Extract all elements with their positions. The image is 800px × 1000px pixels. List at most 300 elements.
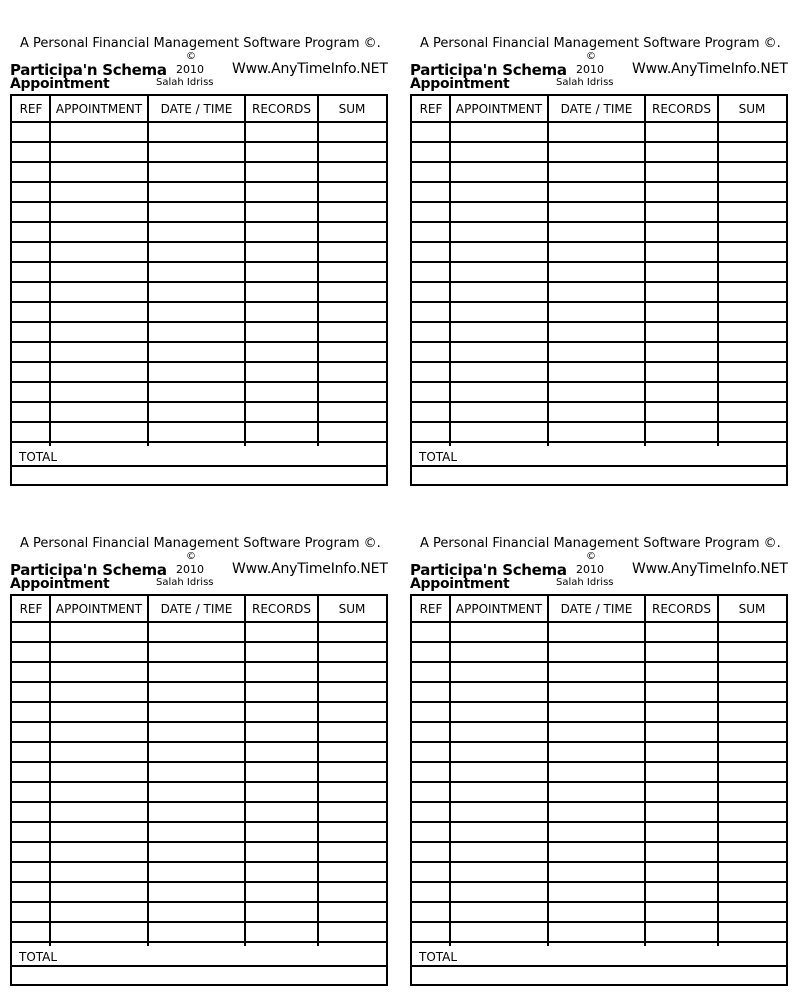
- table-cell[interactable]: [549, 223, 644, 241]
- table-cell[interactable]: [451, 863, 547, 881]
- table-cell[interactable]: [246, 923, 317, 941]
- table-cell[interactable]: [646, 263, 717, 281]
- table-cell[interactable]: [646, 863, 717, 881]
- table-cell[interactable]: [149, 383, 244, 401]
- table-cell[interactable]: [51, 783, 147, 801]
- table-cell[interactable]: [149, 403, 244, 421]
- table-cell[interactable]: [719, 163, 785, 181]
- table-cell[interactable]: [246, 643, 317, 661]
- table-cell[interactable]: [549, 123, 644, 141]
- table-cell[interactable]: [149, 763, 244, 781]
- table-cell[interactable]: [13, 283, 49, 301]
- table-cell[interactable]: [319, 863, 385, 881]
- table-cell[interactable]: [451, 223, 547, 241]
- table-cell[interactable]: [51, 703, 147, 721]
- table-cell[interactable]: [149, 863, 244, 881]
- table-cell[interactable]: [549, 623, 644, 641]
- table-cell[interactable]: [719, 923, 785, 941]
- table-cell[interactable]: [51, 283, 147, 301]
- table-cell[interactable]: [646, 223, 717, 241]
- table-cell[interactable]: [719, 183, 785, 201]
- table-cell[interactable]: [413, 723, 449, 741]
- table-cell[interactable]: [246, 863, 317, 881]
- table-cell[interactable]: [13, 863, 49, 881]
- table-cell[interactable]: [451, 383, 547, 401]
- table-cell[interactable]: [646, 823, 717, 841]
- table-cell[interactable]: [719, 743, 785, 761]
- table-cell[interactable]: [51, 123, 147, 141]
- table-cell[interactable]: [149, 683, 244, 701]
- table-cell[interactable]: [646, 663, 717, 681]
- table-cell[interactable]: [413, 643, 449, 661]
- table-cell[interactable]: [13, 323, 49, 341]
- table-cell[interactable]: [149, 203, 244, 221]
- table-cell[interactable]: [13, 763, 49, 781]
- table-cell[interactable]: [13, 623, 49, 641]
- table-cell[interactable]: [51, 183, 147, 201]
- table-cell[interactable]: [549, 263, 644, 281]
- table-cell[interactable]: [246, 703, 317, 721]
- table-cell[interactable]: [246, 683, 317, 701]
- table-cell[interactable]: [719, 823, 785, 841]
- table-cell[interactable]: [646, 723, 717, 741]
- table-cell[interactable]: [719, 223, 785, 241]
- table-cell[interactable]: [719, 263, 785, 281]
- table-cell[interactable]: [646, 783, 717, 801]
- table-cell[interactable]: [319, 923, 385, 941]
- total-value-cell[interactable]: [13, 967, 385, 983]
- table-cell[interactable]: [319, 123, 385, 141]
- table-cell[interactable]: [13, 403, 49, 421]
- table-cell[interactable]: [549, 743, 644, 761]
- table-cell[interactable]: [413, 163, 449, 181]
- table-cell[interactable]: [51, 163, 147, 181]
- table-cell[interactable]: [719, 143, 785, 161]
- table-cell[interactable]: [549, 663, 644, 681]
- table-cell[interactable]: [13, 663, 49, 681]
- table-cell[interactable]: [246, 803, 317, 821]
- table-cell[interactable]: [319, 283, 385, 301]
- table-cell[interactable]: [149, 843, 244, 861]
- table-cell[interactable]: [13, 263, 49, 281]
- table-cell[interactable]: [549, 723, 644, 741]
- table-cell[interactable]: [719, 643, 785, 661]
- table-cell[interactable]: [451, 903, 547, 921]
- table-cell[interactable]: [149, 423, 244, 441]
- table-cell[interactable]: [246, 383, 317, 401]
- table-cell[interactable]: [319, 203, 385, 221]
- table-cell[interactable]: [13, 723, 49, 741]
- table-cell[interactable]: [413, 203, 449, 221]
- table-cell[interactable]: [646, 363, 717, 381]
- table-cell[interactable]: [451, 343, 547, 361]
- table-cell[interactable]: [646, 683, 717, 701]
- table-cell[interactable]: [246, 203, 317, 221]
- table-cell[interactable]: [246, 743, 317, 761]
- table-cell[interactable]: [13, 363, 49, 381]
- table-cell[interactable]: [13, 383, 49, 401]
- table-cell[interactable]: [413, 683, 449, 701]
- table-cell[interactable]: [319, 843, 385, 861]
- table-cell[interactable]: [319, 323, 385, 341]
- table-cell[interactable]: [549, 783, 644, 801]
- table-cell[interactable]: [413, 403, 449, 421]
- table-cell[interactable]: [549, 403, 644, 421]
- table-cell[interactable]: [246, 403, 317, 421]
- table-cell[interactable]: [549, 203, 644, 221]
- table-cell[interactable]: [413, 863, 449, 881]
- table-cell[interactable]: [549, 283, 644, 301]
- table-cell[interactable]: [149, 363, 244, 381]
- table-cell[interactable]: [13, 703, 49, 721]
- table-cell[interactable]: [413, 363, 449, 381]
- table-cell[interactable]: [51, 823, 147, 841]
- table-cell[interactable]: [719, 123, 785, 141]
- table-cell[interactable]: [246, 323, 317, 341]
- table-cell[interactable]: [319, 803, 385, 821]
- table-cell[interactable]: [413, 823, 449, 841]
- table-cell[interactable]: [13, 303, 49, 321]
- table-cell[interactable]: [549, 903, 644, 921]
- table-cell[interactable]: [319, 403, 385, 421]
- table-cell[interactable]: [246, 423, 317, 441]
- table-cell[interactable]: [413, 183, 449, 201]
- table-cell[interactable]: [451, 123, 547, 141]
- table-cell[interactable]: [719, 203, 785, 221]
- table-cell[interactable]: [51, 343, 147, 361]
- table-cell[interactable]: [13, 183, 49, 201]
- table-cell[interactable]: [13, 883, 49, 901]
- table-cell[interactable]: [646, 843, 717, 861]
- table-cell[interactable]: [451, 763, 547, 781]
- table-cell[interactable]: [646, 163, 717, 181]
- table-cell[interactable]: [719, 843, 785, 861]
- table-cell[interactable]: [451, 203, 547, 221]
- table-cell[interactable]: [13, 223, 49, 241]
- table-cell[interactable]: [451, 303, 547, 321]
- table-cell[interactable]: [549, 343, 644, 361]
- table-cell[interactable]: [413, 343, 449, 361]
- table-cell[interactable]: [51, 403, 147, 421]
- table-cell[interactable]: [719, 423, 785, 441]
- table-cell[interactable]: [646, 703, 717, 721]
- table-cell[interactable]: [451, 143, 547, 161]
- table-cell[interactable]: [246, 783, 317, 801]
- table-cell[interactable]: [549, 803, 644, 821]
- table-cell[interactable]: [149, 743, 244, 761]
- table-cell[interactable]: [719, 683, 785, 701]
- table-cell[interactable]: [246, 123, 317, 141]
- table-cell[interactable]: [51, 663, 147, 681]
- table-cell[interactable]: [719, 323, 785, 341]
- table-cell[interactable]: [13, 203, 49, 221]
- table-cell[interactable]: [413, 263, 449, 281]
- table-cell[interactable]: [51, 243, 147, 261]
- table-cell[interactable]: [549, 303, 644, 321]
- table-cell[interactable]: [413, 323, 449, 341]
- table-cell[interactable]: [246, 723, 317, 741]
- table-cell[interactable]: [549, 423, 644, 441]
- table-cell[interactable]: [51, 223, 147, 241]
- table-cell[interactable]: [451, 843, 547, 861]
- table-cell[interactable]: [51, 923, 147, 941]
- table-cell[interactable]: [413, 763, 449, 781]
- table-cell[interactable]: [549, 143, 644, 161]
- table-cell[interactable]: [549, 923, 644, 941]
- table-cell[interactable]: [246, 263, 317, 281]
- table-cell[interactable]: [413, 283, 449, 301]
- table-cell[interactable]: [149, 283, 244, 301]
- table-cell[interactable]: [719, 803, 785, 821]
- table-cell[interactable]: [51, 423, 147, 441]
- total-value-cell[interactable]: [13, 467, 385, 483]
- table-cell[interactable]: [549, 763, 644, 781]
- table-cell[interactable]: [451, 803, 547, 821]
- table-cell[interactable]: [719, 383, 785, 401]
- table-cell[interactable]: [413, 123, 449, 141]
- table-cell[interactable]: [149, 703, 244, 721]
- table-cell[interactable]: [51, 263, 147, 281]
- table-cell[interactable]: [646, 423, 717, 441]
- table-cell[interactable]: [149, 163, 244, 181]
- table-cell[interactable]: [319, 763, 385, 781]
- table-cell[interactable]: [549, 823, 644, 841]
- table-cell[interactable]: [549, 883, 644, 901]
- table-cell[interactable]: [646, 243, 717, 261]
- table-cell[interactable]: [646, 643, 717, 661]
- table-cell[interactable]: [246, 763, 317, 781]
- table-cell[interactable]: [149, 803, 244, 821]
- table-cell[interactable]: [246, 163, 317, 181]
- table-cell[interactable]: [319, 783, 385, 801]
- table-cell[interactable]: [549, 383, 644, 401]
- table-cell[interactable]: [719, 663, 785, 681]
- table-cell[interactable]: [149, 643, 244, 661]
- table-cell[interactable]: [451, 423, 547, 441]
- table-cell[interactable]: [646, 883, 717, 901]
- table-cell[interactable]: [149, 903, 244, 921]
- table-cell[interactable]: [319, 263, 385, 281]
- table-cell[interactable]: [413, 703, 449, 721]
- table-cell[interactable]: [246, 243, 317, 261]
- table-cell[interactable]: [719, 243, 785, 261]
- table-cell[interactable]: [413, 423, 449, 441]
- table-cell[interactable]: [13, 243, 49, 261]
- table-cell[interactable]: [149, 123, 244, 141]
- table-cell[interactable]: [51, 643, 147, 661]
- table-cell[interactable]: [451, 783, 547, 801]
- table-cell[interactable]: [13, 643, 49, 661]
- table-cell[interactable]: [451, 403, 547, 421]
- table-cell[interactable]: [413, 243, 449, 261]
- table-cell[interactable]: [246, 183, 317, 201]
- table-cell[interactable]: [413, 383, 449, 401]
- table-cell[interactable]: [451, 883, 547, 901]
- table-cell[interactable]: [13, 343, 49, 361]
- table-cell[interactable]: [413, 883, 449, 901]
- table-cell[interactable]: [319, 223, 385, 241]
- table-cell[interactable]: [319, 643, 385, 661]
- table-cell[interactable]: [451, 243, 547, 261]
- table-cell[interactable]: [646, 403, 717, 421]
- table-cell[interactable]: [413, 223, 449, 241]
- table-cell[interactable]: [413, 143, 449, 161]
- table-cell[interactable]: [149, 223, 244, 241]
- table-cell[interactable]: [646, 203, 717, 221]
- table-cell[interactable]: [13, 423, 49, 441]
- table-cell[interactable]: [549, 243, 644, 261]
- table-cell[interactable]: [319, 823, 385, 841]
- table-cell[interactable]: [549, 643, 644, 661]
- table-cell[interactable]: [413, 803, 449, 821]
- table-cell[interactable]: [319, 903, 385, 921]
- table-cell[interactable]: [646, 303, 717, 321]
- table-cell[interactable]: [549, 703, 644, 721]
- table-cell[interactable]: [51, 203, 147, 221]
- table-cell[interactable]: [13, 783, 49, 801]
- table-cell[interactable]: [451, 643, 547, 661]
- table-cell[interactable]: [246, 343, 317, 361]
- table-cell[interactable]: [451, 283, 547, 301]
- table-cell[interactable]: [319, 143, 385, 161]
- table-cell[interactable]: [51, 323, 147, 341]
- table-cell[interactable]: [413, 663, 449, 681]
- table-cell[interactable]: [51, 763, 147, 781]
- table-cell[interactable]: [646, 183, 717, 201]
- table-cell[interactable]: [451, 323, 547, 341]
- table-cell[interactable]: [149, 623, 244, 641]
- table-cell[interactable]: [549, 683, 644, 701]
- table-cell[interactable]: [13, 163, 49, 181]
- table-cell[interactable]: [13, 143, 49, 161]
- table-cell[interactable]: [319, 623, 385, 641]
- table-cell[interactable]: [646, 923, 717, 941]
- table-cell[interactable]: [451, 183, 547, 201]
- table-cell[interactable]: [451, 163, 547, 181]
- table-cell[interactable]: [413, 783, 449, 801]
- table-cell[interactable]: [149, 143, 244, 161]
- table-cell[interactable]: [13, 823, 49, 841]
- table-cell[interactable]: [13, 683, 49, 701]
- table-cell[interactable]: [719, 903, 785, 921]
- table-cell[interactable]: [319, 703, 385, 721]
- table-cell[interactable]: [549, 843, 644, 861]
- table-cell[interactable]: [246, 363, 317, 381]
- table-cell[interactable]: [51, 863, 147, 881]
- table-cell[interactable]: [246, 883, 317, 901]
- table-cell[interactable]: [719, 763, 785, 781]
- table-cell[interactable]: [719, 783, 785, 801]
- table-cell[interactable]: [51, 683, 147, 701]
- table-cell[interactable]: [319, 723, 385, 741]
- table-cell[interactable]: [646, 903, 717, 921]
- table-cell[interactable]: [246, 143, 317, 161]
- table-cell[interactable]: [149, 723, 244, 741]
- table-cell[interactable]: [246, 823, 317, 841]
- table-cell[interactable]: [451, 363, 547, 381]
- table-cell[interactable]: [51, 363, 147, 381]
- table-cell[interactable]: [319, 383, 385, 401]
- table-cell[interactable]: [319, 883, 385, 901]
- table-cell[interactable]: [451, 263, 547, 281]
- table-cell[interactable]: [719, 303, 785, 321]
- table-cell[interactable]: [719, 363, 785, 381]
- table-cell[interactable]: [319, 663, 385, 681]
- table-cell[interactable]: [549, 323, 644, 341]
- table-cell[interactable]: [719, 343, 785, 361]
- table-cell[interactable]: [149, 343, 244, 361]
- table-cell[interactable]: [51, 623, 147, 641]
- table-cell[interactable]: [149, 183, 244, 201]
- table-cell[interactable]: [413, 303, 449, 321]
- table-cell[interactable]: [246, 623, 317, 641]
- table-cell[interactable]: [451, 823, 547, 841]
- table-cell[interactable]: [13, 923, 49, 941]
- table-cell[interactable]: [719, 703, 785, 721]
- table-cell[interactable]: [319, 303, 385, 321]
- total-value-cell[interactable]: [413, 467, 785, 483]
- table-cell[interactable]: [549, 863, 644, 881]
- table-cell[interactable]: [719, 883, 785, 901]
- table-cell[interactable]: [646, 143, 717, 161]
- table-cell[interactable]: [149, 663, 244, 681]
- table-cell[interactable]: [149, 923, 244, 941]
- table-cell[interactable]: [319, 243, 385, 261]
- table-cell[interactable]: [549, 163, 644, 181]
- table-cell[interactable]: [646, 323, 717, 341]
- table-cell[interactable]: [646, 763, 717, 781]
- table-cell[interactable]: [646, 343, 717, 361]
- table-cell[interactable]: [149, 243, 244, 261]
- table-cell[interactable]: [246, 903, 317, 921]
- table-cell[interactable]: [13, 743, 49, 761]
- table-cell[interactable]: [319, 423, 385, 441]
- table-cell[interactable]: [149, 783, 244, 801]
- table-cell[interactable]: [646, 283, 717, 301]
- table-cell[interactable]: [451, 923, 547, 941]
- table-cell[interactable]: [51, 903, 147, 921]
- table-cell[interactable]: [719, 863, 785, 881]
- total-value-cell[interactable]: [413, 967, 785, 983]
- table-cell[interactable]: [549, 183, 644, 201]
- table-cell[interactable]: [149, 263, 244, 281]
- table-cell[interactable]: [646, 123, 717, 141]
- table-cell[interactable]: [246, 283, 317, 301]
- table-cell[interactable]: [319, 363, 385, 381]
- table-cell[interactable]: [451, 623, 547, 641]
- table-cell[interactable]: [413, 923, 449, 941]
- table-cell[interactable]: [246, 663, 317, 681]
- table-cell[interactable]: [413, 843, 449, 861]
- table-cell[interactable]: [51, 843, 147, 861]
- table-cell[interactable]: [646, 383, 717, 401]
- table-cell[interactable]: [51, 303, 147, 321]
- table-cell[interactable]: [51, 743, 147, 761]
- table-cell[interactable]: [149, 323, 244, 341]
- table-cell[interactable]: [719, 723, 785, 741]
- table-cell[interactable]: [319, 183, 385, 201]
- table-cell[interactable]: [413, 623, 449, 641]
- table-cell[interactable]: [646, 623, 717, 641]
- table-cell[interactable]: [413, 903, 449, 921]
- table-cell[interactable]: [451, 703, 547, 721]
- table-cell[interactable]: [646, 743, 717, 761]
- table-cell[interactable]: [719, 403, 785, 421]
- table-cell[interactable]: [246, 223, 317, 241]
- table-cell[interactable]: [451, 683, 547, 701]
- table-cell[interactable]: [719, 623, 785, 641]
- table-cell[interactable]: [646, 803, 717, 821]
